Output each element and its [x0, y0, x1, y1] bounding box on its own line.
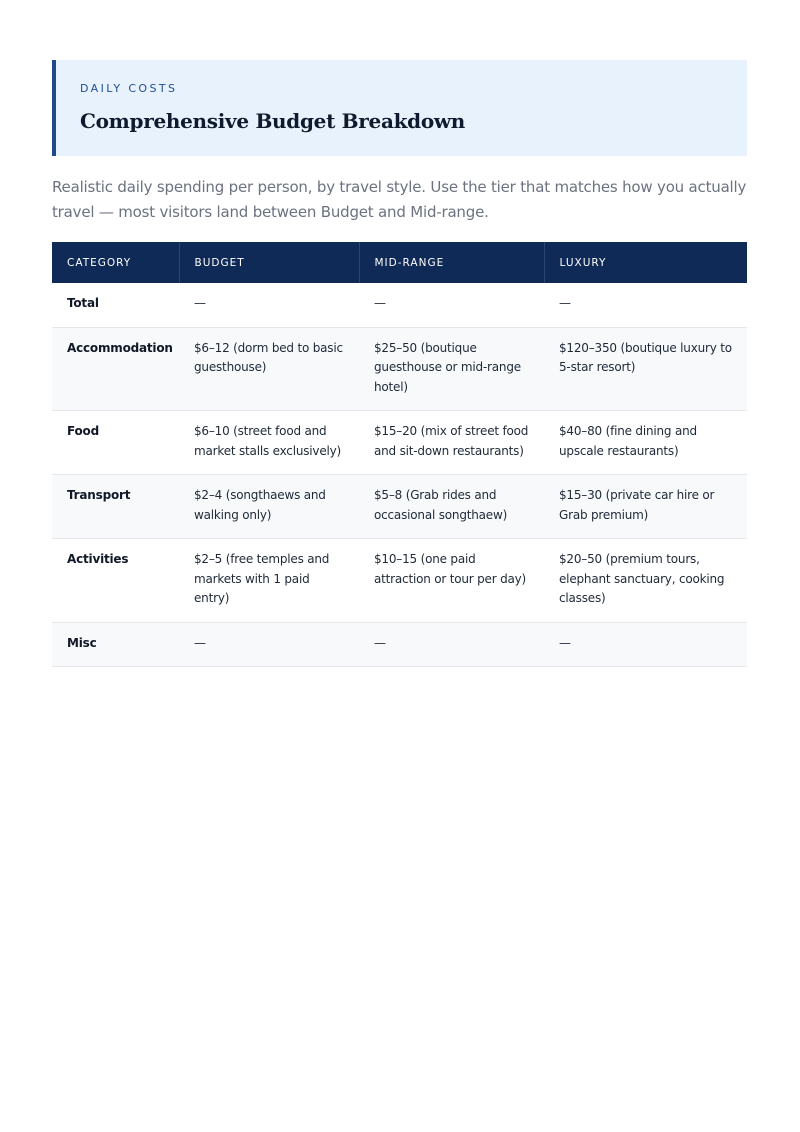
- mid-range-cell: —: [359, 283, 544, 327]
- category-cell: Total: [52, 283, 179, 327]
- luxury-cell: $15–30 (private car hire or Grab premium): [544, 475, 747, 539]
- luxury-cell: $20–50 (premium tours, elephant sanctuary, cooking classes): [544, 539, 747, 623]
- column-header-luxury: LUXURY: [544, 242, 747, 283]
- budget-cell: —: [179, 622, 359, 667]
- luxury-cell: —: [544, 622, 747, 667]
- budget-cell: $6–10 (street food and market stalls exclusively): [179, 411, 359, 475]
- table-row: [52, 539, 747, 623]
- budget-table: [52, 242, 747, 667]
- category-cell: Misc: [52, 622, 179, 667]
- page-content: [52, 60, 747, 667]
- intro-paragraph: Realistic daily spending per person, by travel style. Use the tier that matches how you actually travel — most visitors land between Budget and Mid-range.: [52, 178, 747, 221]
- table-row: [52, 411, 747, 475]
- mid-range-cell: $10–15 (one paid attraction or tour per day): [359, 539, 544, 623]
- mid-range-cell: $15–20 (mix of street food and sit-down restaurants): [359, 411, 544, 475]
- category-cell: Activities: [52, 539, 179, 623]
- column-header-category: CATEGORY: [52, 242, 179, 283]
- luxury-cell: —: [544, 283, 747, 327]
- section-eyebrow: DAILY COSTS: [80, 82, 178, 95]
- table-row: [52, 327, 747, 411]
- mid-range-cell: $5–8 (Grab rides and occasional songthaew): [359, 475, 544, 539]
- table-row: [52, 622, 747, 667]
- table-header: [52, 242, 747, 283]
- section-title: Comprehensive Budget Breakdown: [80, 109, 466, 133]
- category-cell: Accommodation: [52, 327, 179, 411]
- luxury-cell: $40–80 (fine dining and upscale restaurants): [544, 411, 747, 475]
- section-header-callout: [52, 60, 747, 156]
- mid-range-cell: $25–50 (boutique guesthouse or mid-range hotel): [359, 327, 544, 411]
- budget-cell: $2–5 (free temples and markets with 1 paid entry): [179, 539, 359, 623]
- table-row: [52, 475, 747, 539]
- table-header-row: [52, 242, 747, 283]
- luxury-cell: $120–350 (boutique luxury to 5-star resort): [544, 327, 747, 411]
- column-header-mid-range: MID-RANGE: [359, 242, 544, 283]
- table-row: [52, 283, 747, 327]
- budget-cell: $2–4 (songthaews and walking only): [179, 475, 359, 539]
- budget-cell: $6–12 (dorm bed to basic guesthouse): [179, 327, 359, 411]
- category-cell: Transport: [52, 475, 179, 539]
- mid-range-cell: —: [359, 622, 544, 667]
- budget-cell: —: [179, 283, 359, 327]
- category-cell: Food: [52, 411, 179, 475]
- column-header-budget: BUDGET: [179, 242, 359, 283]
- table-body: [52, 283, 747, 667]
